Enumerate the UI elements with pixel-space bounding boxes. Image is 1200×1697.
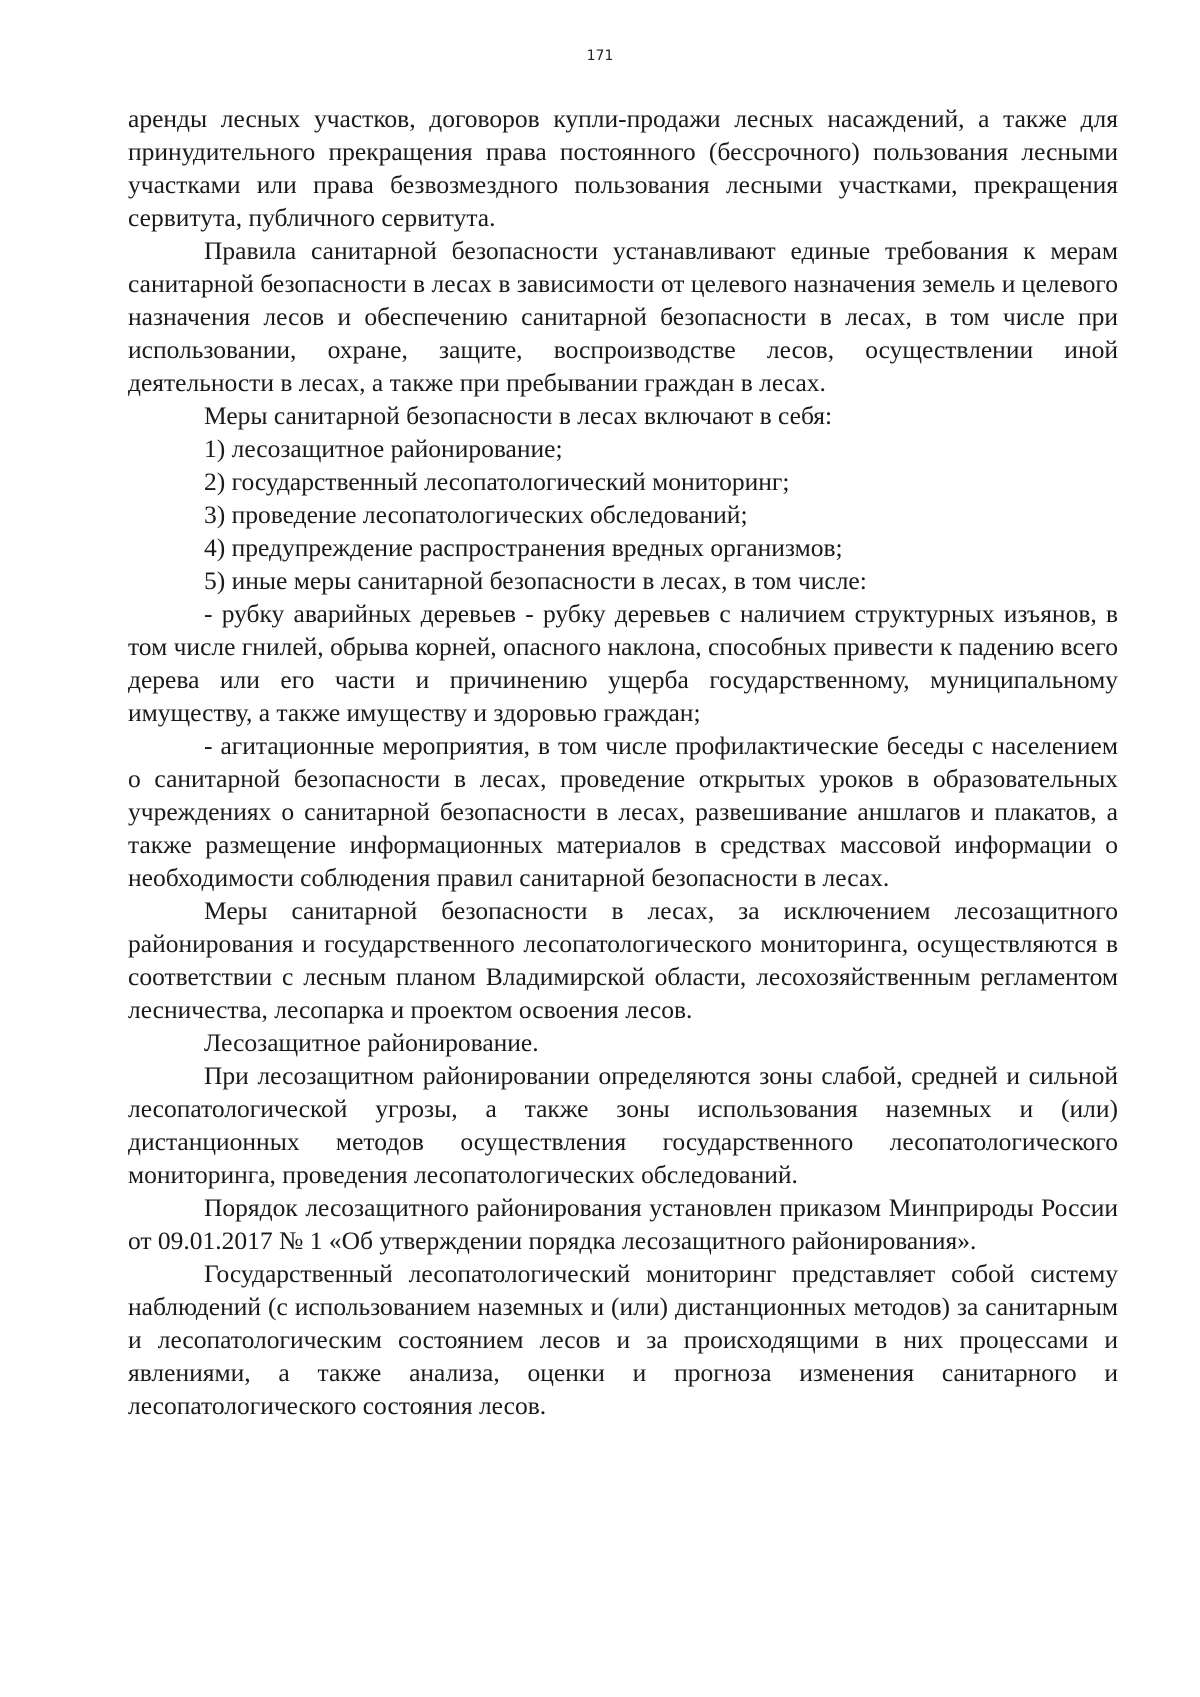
paragraph: Меры санитарной безопасности в лесах, за исключением лесозащитного районирования и государственного лесопатологического мониторинга, осуществляются в соответствии с лесным планом Владимирской области, лесохозяйственным регламентом лесничества, лесопарка и проектом освоения лесов. — [128, 896, 1118, 1024]
paragraph: Правила санитарной безопасности устанавливают единые требования к мерам санитарной безопасности в лесах в зависимости от целевого назначения земель и целевого назначения лесов и обеспечению санитарной безопасности в лесах, в том числе при использовании, охране, защите, воспроизводстве лесов, осуществлении иной деятельности в лесах, а также при пребывании граждан в лесах. — [128, 236, 1118, 397]
paragraph: Лесозащитное районирование. — [204, 1028, 539, 1057]
paragraph: - агитационные мероприятия, в том числе профилактические беседы с населением о санитарной безопасности в лесах, проведение открытых уроков в образовательных учреждениях о санитарной безопасности в лесах, развешивание аншлагов и плакатов, а также размещение информационных материалов в средствах массовой информации о необходимости соблюдения правил санитарной безопасности в лесах. — [128, 731, 1118, 892]
paragraph: 3) проведение лесопатологических обследований; — [204, 500, 748, 529]
paragraph: 2) государственный лесопатологический мониторинг; — [204, 467, 790, 496]
page-number: 171 — [586, 48, 614, 64]
paragraph: Меры санитарной безопасности в лесах включают в себя: — [204, 401, 833, 430]
paragraph: Государственный лесопатологический мониторинг представляет собой систему наблюдений (с использованием наземных и (или) дистанционных методов) за санитарным и лесопатологическим состоянием лесов и за происходящими в них процессами и явлениями, а также анализа, оценки и прогноза изменения санитарного и лесопатологического состояния лесов. — [128, 1259, 1118, 1420]
paragraph: 1) лесозащитное районирование; — [204, 434, 563, 463]
paragraph: 5) иные меры санитарной безопасности в лесах, в том числе: — [204, 566, 867, 595]
paragraph: - рубку аварийных деревьев - рубку деревьев с наличием структурных изъянов, в том числе гнилей, обрыва корней, опасного наклона, способных привести к падению всего дерева или его части и причинению ущерба государственному, муниципальному имуществу, а также имуществу и здоровью граждан; — [128, 599, 1118, 727]
paragraph: 4) предупреждение распространения вредных организмов; — [204, 533, 843, 562]
paragraph: Порядок лесозащитного районирования установлен приказом Минприроды России от 09.01.2017 № 1 «Об утверждении порядка лесозащитного районирования». — [128, 1193, 1118, 1255]
paragraph: аренды лесных участков, договоров купли-продажи лесных насаждений, а также для принудительного прекращения права постоянного (бессрочного) пользования лесными участками или права безвозмездного пользования лесными участками, прекращения сервитута, публичного сервитута. — [128, 104, 1118, 232]
paragraph: При лесозащитном районировании определяются зоны слабой, средней и сильной лесопатологической угрозы, а также зоны использования наземных и (или) дистанционных методов осуществления государственного лесопатологического мониторинга, проведения лесопатологических обследований. — [128, 1061, 1118, 1189]
document-body — [128, 102, 1118, 1422]
